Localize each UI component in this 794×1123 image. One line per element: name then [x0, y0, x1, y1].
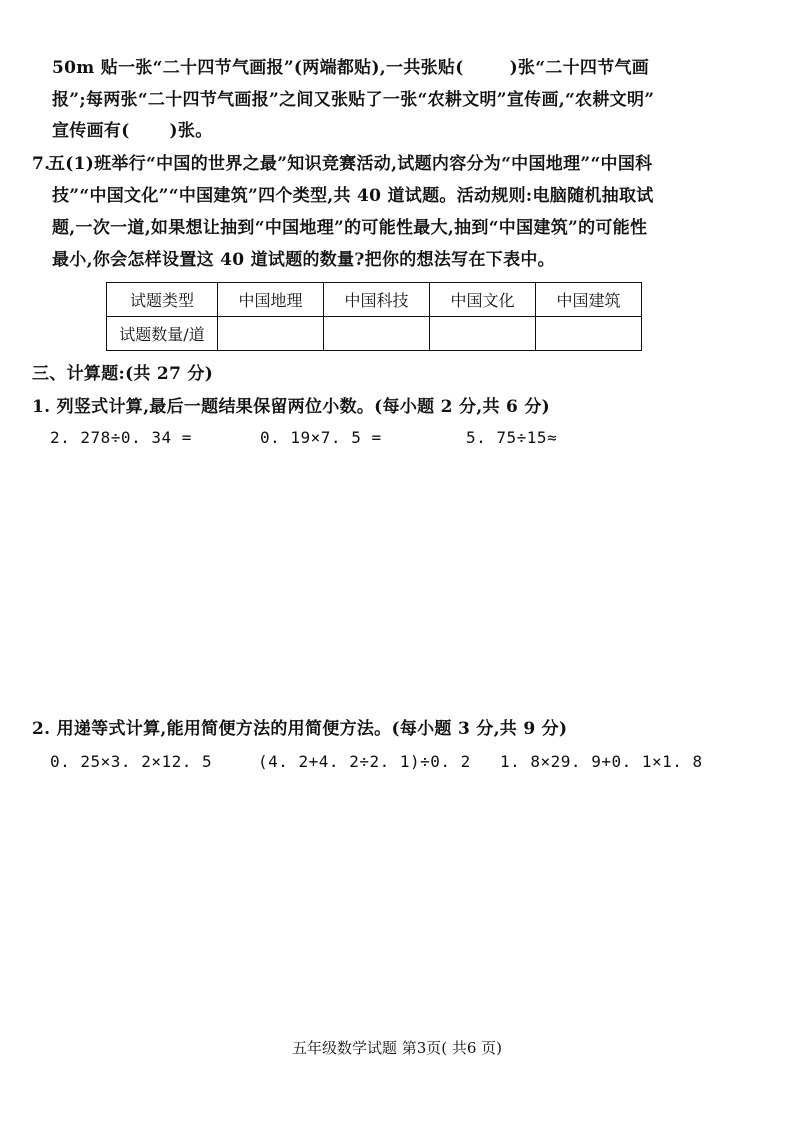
- table-header-row: [107, 283, 642, 317]
- calc2-title: 2. 用递等式计算,能用简便方法的用简便方法。(每小题 3 分,共 9 分): [32, 719, 568, 739]
- calc2-expr-2: (4. 2+4. 2÷2. 1)÷0. 2: [258, 752, 471, 771]
- calc1-title: 1. 列竖式计算,最后一题结果保留两位小数。(每小题 2 分,共 6 分): [32, 397, 551, 417]
- q6-line-1-a: 50m 贴一张“二十四节气画报”(两端都贴),一共张贴(: [52, 58, 464, 78]
- calc1-work-area[interactable]: [50, 456, 750, 706]
- calc2-expr-1: 0. 25×3. 2×12. 5: [50, 752, 213, 771]
- q7-line-2: 技”“中国文化”“中国建筑”四个类型,共 40 道试题。活动规则:电脑随机抽取试: [52, 186, 654, 206]
- section-3-title: 三、计算题:(共 27 分): [32, 364, 214, 384]
- q7-line-1: [32, 152, 652, 176]
- q7-number: 7.: [32, 154, 51, 174]
- q7-line-3: 题,一次一道,如果想让抽到“中国地理”的可能性最大,抽到“中国建筑”的可能性: [52, 218, 648, 238]
- q6-line-3-b: )张。: [169, 121, 213, 141]
- table-header-cell: 中国建筑: [536, 283, 642, 317]
- q6-line-1: [52, 56, 649, 80]
- table-header-cell: 中国地理: [218, 283, 324, 317]
- answer-cell-culture[interactable]: [430, 317, 536, 351]
- answer-cell-architecture[interactable]: [536, 317, 642, 351]
- q6-line-1-b: )张“二十四节气画: [509, 58, 650, 78]
- calc1-expr-3: 5. 75÷15≈: [466, 428, 558, 447]
- q6-line-3-a: 宣传画有(: [52, 121, 130, 141]
- q7-line-4: 最小,你会怎样设置这 40 道试题的数量?把你的想法写在下表中。: [52, 250, 555, 270]
- page-footer: 五年级数学试题 第3页( 共6 页): [291, 1039, 503, 1057]
- table-header-cell: 中国文化: [430, 283, 536, 317]
- calc2-work-area[interactable]: [50, 782, 750, 1022]
- table-header-cell: 试题类型: [107, 283, 218, 317]
- calc1-expr-1: 2. 278÷0. 34 =: [50, 428, 192, 447]
- table-header-cell: 中国科技: [324, 283, 430, 317]
- answer-cell-geography[interactable]: [218, 317, 324, 351]
- calc2-expr-3: 1. 8×29. 9+0. 1×1. 8: [500, 752, 703, 771]
- q7-line-1-text: 五(1)班举行“中国的世界之最”知识竞赛活动,试题内容分为“中国地理”“中国科: [48, 154, 653, 174]
- question-count-table: [106, 282, 642, 351]
- q6-line-2: 报”;每两张“二十四节气画报”之间又张贴了一张“农耕文明”宣传画,“农耕文明”: [52, 90, 655, 110]
- answer-cell-technology[interactable]: [324, 317, 430, 351]
- table-row: [107, 317, 642, 351]
- table-row-label: 试题数量/道: [107, 317, 218, 351]
- calc1-expr-2: 0. 19×7. 5 =: [260, 428, 382, 447]
- q6-line-3: [52, 119, 213, 143]
